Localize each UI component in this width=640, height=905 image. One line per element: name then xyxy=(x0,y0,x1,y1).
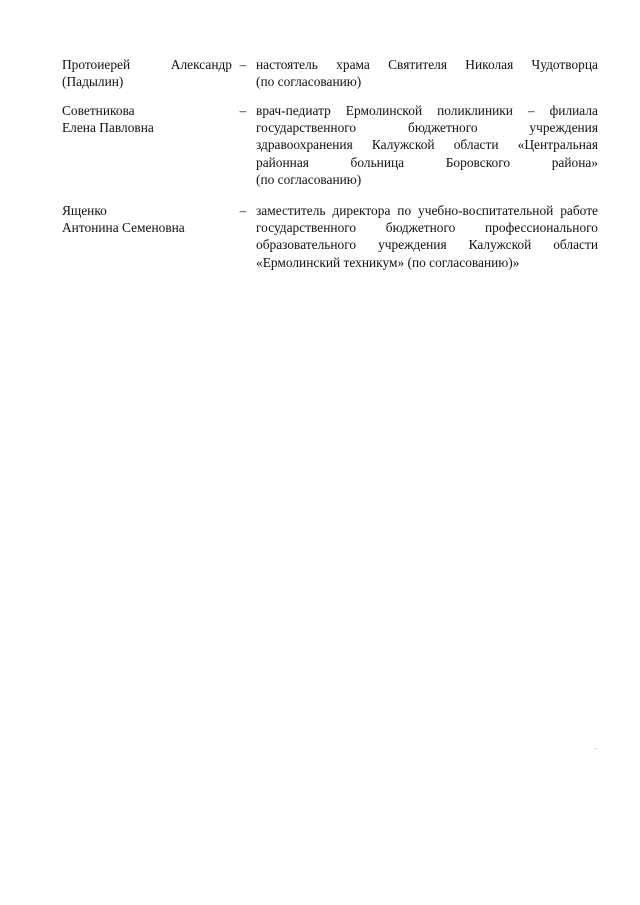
dash-separator: – xyxy=(239,203,247,218)
member-name xyxy=(62,102,232,136)
member-name-line: Протоиерей Александр xyxy=(62,57,232,72)
description-line: здравоохранения Калужской области «Центральная xyxy=(256,137,598,153)
description-line: (по согласованию) xyxy=(256,171,362,187)
description-line: государственного бюджетного учреждения xyxy=(256,120,598,136)
member-name-line: Советникова xyxy=(62,103,135,118)
member-name xyxy=(62,202,232,236)
description-line: заместитель директора по учебно-воспитательной работе xyxy=(256,203,598,218)
dash-separator: – xyxy=(239,103,247,118)
member-name-line: Антонина Семеновна xyxy=(62,220,185,236)
member-name-line: Елена Павловна xyxy=(62,120,154,136)
description-line: врач-педиатр Ермолинской поликлиники – филиала xyxy=(256,103,598,118)
description-line: районная больница Боровского района» xyxy=(256,154,598,170)
description-line: государственного бюджетного профессионального xyxy=(256,220,598,236)
member-name-line: Ященко xyxy=(62,203,107,218)
dash-separator: – xyxy=(239,57,247,72)
description-line: (по согласованию) xyxy=(256,74,362,90)
member-name xyxy=(62,56,232,90)
member-description xyxy=(256,56,598,90)
member-name-line: (Падылин) xyxy=(62,74,124,90)
member-description xyxy=(256,202,598,271)
scan-speck xyxy=(595,748,596,749)
description-line: образовательного учреждения Калужской области xyxy=(256,237,598,253)
description-line: «Ермолинский техникум» (по согласованию)» xyxy=(256,254,520,270)
member-description xyxy=(256,102,598,188)
description-line: настоятель храма Святителя Николая Чудотворца xyxy=(256,57,598,72)
